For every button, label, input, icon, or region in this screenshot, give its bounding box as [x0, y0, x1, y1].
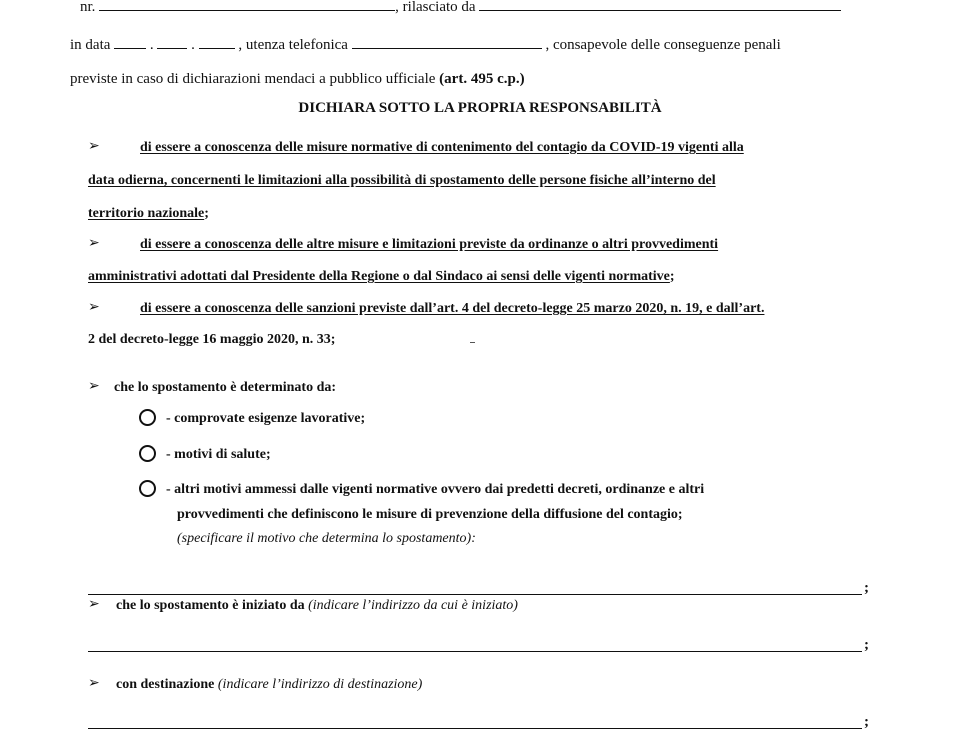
previste-text: previste in caso di dichiarazioni mendaci a pubblico ufficiale: [70, 71, 436, 87]
destinazione-line: [116, 676, 422, 694]
rilasciato-field[interactable]: [479, 0, 841, 11]
line-data: [70, 35, 781, 54]
partenza-line: [116, 597, 518, 615]
destinazione-label: con destinazione: [116, 677, 215, 692]
bullet-3-line-2: 2 del decreto-legge 16 maggio 2020, n. 33;: [88, 332, 336, 347]
bullet-1-line-3: [88, 205, 209, 223]
bullet-2-line-1: di essere a conoscenza delle altre misure e limitazioni previste da ordinanze o altri provvedimenti: [140, 237, 719, 252]
partenza-hint: (indicare l’indirizzo da cui è iniziato): [308, 598, 518, 613]
bullet-1-line-2: data odierna, concernenti le limitazioni alla possibilità di spostamento delle persone fisiche all’interno del: [88, 173, 716, 188]
option-lavoro: - comprovate esigenze lavorative;: [166, 411, 366, 426]
partenza-field[interactable]: [88, 651, 862, 652]
rilasciato-label: , rilasciato da: [395, 0, 476, 15]
arrow-bullet-icon: ➢: [88, 597, 100, 612]
partenza-label: che lo spostamento è iniziato da: [116, 598, 305, 613]
radio-altri-motivi[interactable]: [139, 480, 156, 497]
semicolon: ;: [864, 637, 869, 653]
bullet-2-line-2-end: ;: [669, 269, 675, 284]
motivo-label: che lo spostamento è determinato da:: [114, 380, 337, 395]
semicolon: ;: [864, 580, 869, 596]
radio-lavoro[interactable]: [139, 409, 156, 426]
bullet-1-line-3-end: ;: [204, 206, 209, 221]
semicolon: ;: [864, 714, 869, 730]
arrow-bullet-icon: ➢: [88, 379, 100, 394]
line-nr: [80, 0, 841, 16]
arrow-bullet-icon: ➢: [88, 139, 100, 154]
radio-salute[interactable]: [139, 445, 156, 462]
bullet-1-line-1: di essere a conoscenza delle misure normative di contenimento del contagio da COVID-19 vigenti alla: [140, 140, 744, 155]
destinazione-field[interactable]: [88, 728, 862, 729]
arrow-bullet-icon: ➢: [88, 300, 100, 315]
year-field[interactable]: [199, 35, 235, 49]
motivo-hint: (specificare il motivo che determina lo spostamento):: [177, 531, 476, 546]
in-data-label: in data: [70, 37, 111, 53]
bullet-2-line-2-text: amministrativi adottati dal Presidente della Regione o dal Sindaco ai sensi delle vigenti normative: [88, 269, 670, 284]
line-previste: [70, 70, 525, 88]
art-reference: (art. 495 c.p.): [439, 71, 525, 87]
bullet-3-line-1: di essere a conoscenza delle sanzioni previste dall’art. 4 del decreto-legge 25 marzo 2020, n. 19, e dall’art.: [140, 301, 765, 316]
date-separator: .: [149, 37, 154, 53]
arrow-bullet-icon: ➢: [88, 236, 100, 251]
day-field[interactable]: [114, 35, 146, 49]
nr-label: nr.: [80, 0, 96, 15]
arrow-bullet-icon: ➢: [88, 676, 100, 691]
month-field[interactable]: [157, 35, 187, 49]
utenza-label: , utenza telefonica: [238, 37, 348, 53]
destinazione-hint: (indicare l’indirizzo di destinazione): [217, 677, 423, 692]
phone-field[interactable]: [352, 35, 542, 49]
bullet-1-line-3-text: territorio nazionale: [88, 206, 205, 221]
consapevole-label: , consapevole delle conseguenze penali: [545, 37, 781, 53]
option-salute: - motivi di salute;: [166, 447, 271, 462]
bullet-2-line-2: [88, 268, 675, 286]
motivo-field[interactable]: [88, 594, 862, 595]
dichiara-heading: DICHIARA SOTTO LA PROPRIA RESPONSABILITÀ: [298, 100, 662, 116]
stray-mark: [470, 342, 475, 343]
option-altri-motivi-cont: provvedimenti che definiscono le misure di prevenzione della diffusione del contagio;: [177, 507, 683, 522]
nr-field[interactable]: [99, 0, 395, 11]
date-separator: .: [191, 37, 195, 53]
option-altri-motivi: - altri motivi ammessi dalle vigenti normative ovvero dai predetti decreti, ordinanze e altri: [166, 482, 705, 497]
